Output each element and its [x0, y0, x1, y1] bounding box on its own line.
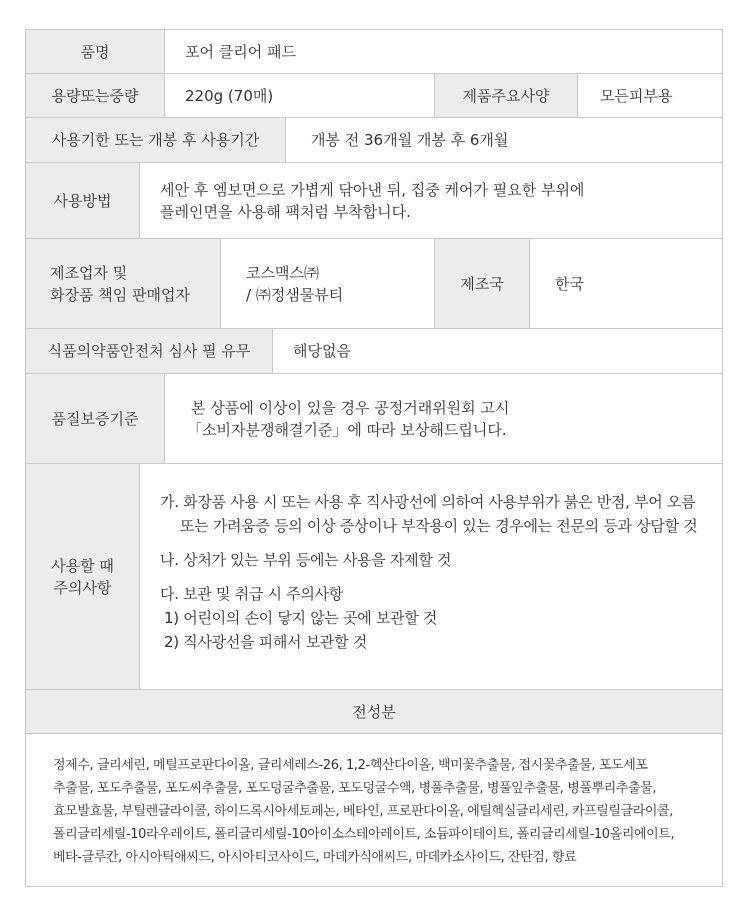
ingredients-line-4: 폴리글리세릴-10라우레이트, 폴리글리세릴-10아이소스테아레이트, 소듐파이테이트, 폴리글리세릴-10올리에이트, [53, 827, 675, 842]
spec-label: 제품주요사양 [434, 74, 578, 117]
row-caution [26, 464, 722, 690]
quality-label: 품질보증기준 [26, 374, 165, 463]
manufacturer-label [26, 239, 221, 328]
spec-value: 모든피부용 [600, 86, 673, 105]
caution-label-line-1: 사용할 때 [51, 556, 114, 575]
ingredients-line-1: 정제수, 글리세린, 메틸프로판다이올, 글리세레스-26, 1,2-헥산다이올, 백미꽃추출물, 접시꽃추출물, 포도세포 [53, 758, 648, 773]
product-name-label: 품명 [26, 30, 165, 73]
product-info-table [25, 29, 723, 887]
mfds-value: 해당없음 [293, 342, 351, 360]
usage-line-1: 세안 후 엠보면으로 가볍게 닦아낸 뒤, 집중 케어가 필요한 부위에 [160, 180, 585, 199]
caution-item-a-line-1: 가. 화장품 사용 시 또는 사용 후 직사광선에 의하여 사용부위가 붉은 반점, 부어 오름 [160, 493, 696, 511]
caution-item-c-sub-1: 1) 어린이의 손이 닿지 않는 곳에 보관할 것 [164, 609, 438, 627]
manufacturer-value-line-1: 코스맥스㈜ [246, 263, 319, 282]
usage-line-2: 플레인면을 사용해 팩처럼 부착합니다. [160, 202, 411, 221]
caution-item-a-line-2: 또는 가려움증 등의 이상 증상이나 부작용이 있는 경우에는 전문의 등과 상담할 것 [180, 517, 698, 535]
ingredients-list [53, 754, 713, 869]
expiry-label: 사용기한 또는 개봉 후 사용기간 [26, 118, 286, 162]
ingredients-title: 전성분 [26, 690, 722, 734]
caution-value [140, 464, 722, 689]
caution-label [26, 464, 140, 689]
mfds-label: 식품의약품안전처 심사 필 유무 [26, 329, 273, 373]
product-name-value: 포어 클리어 패드 [185, 42, 296, 61]
expiry-value: 개봉 전 36개월 개봉 후 6개월 [311, 131, 509, 149]
quality-line-2: 「소비자분쟁해결기준」에 따라 보상해드립니다. [187, 420, 507, 439]
ingredients-line-2: 추출물, 포도추출물, 포도씨추출물, 포도덩굴추출물, 포도덩굴수액, 병풀추출물, 병풀잎추출물, 병풀뿌리추출물, [53, 781, 657, 796]
usage-label: 사용방법 [26, 163, 140, 238]
caution-item-c: 다. 보관 및 취급 시 주의사항 [160, 585, 343, 603]
origin-label: 제조국 [434, 239, 530, 328]
row-manufacturer [26, 239, 722, 329]
manufacturer-label-line-1: 제조업자 및 [50, 263, 128, 282]
caution-item-c-sub-2: 2) 직사광선을 피해서 보관할 것 [164, 633, 367, 651]
ingredients-line-5: 베타-글루칸, 아시아틱애씨드, 아시아티코사이드, 마데카식애씨드, 마데카소사이드, 잔탄검, 향료 [53, 850, 577, 865]
row-product-name [26, 30, 722, 74]
ingredients-line-3: 효모발효물, 부틸렌글라이콜, 하이드록시아세토페논, 베타인, 프로판다이올, 에틸헥실글리세린, 카프릴릴글라이콜, [53, 804, 673, 819]
manufacturer-label-line-2: 화장품 책임 판매업자 [50, 285, 190, 304]
quality-value [165, 374, 722, 463]
caution-label-line-2: 주의사항 [53, 578, 112, 597]
row-expiry [26, 118, 722, 163]
origin-value: 한국 [555, 274, 584, 293]
row-mfds [26, 329, 722, 374]
capacity-value: 220g (70매) [185, 86, 274, 105]
capacity-label: 용량또는중량 [26, 74, 165, 117]
usage-value [140, 163, 722, 238]
row-capacity [26, 74, 722, 118]
caution-item-b: 나. 상처가 있는 부위 등에는 사용을 자제할 것 [160, 551, 452, 569]
manufacturer-value-line-2: / ㈜정샘물뷰티 [246, 285, 344, 304]
row-usage [26, 163, 722, 239]
manufacturer-value [221, 239, 434, 328]
quality-line-1: 본 상품에 이상이 있을 경우 공정거래위원회 고시 [191, 398, 510, 417]
row-quality [26, 374, 722, 464]
